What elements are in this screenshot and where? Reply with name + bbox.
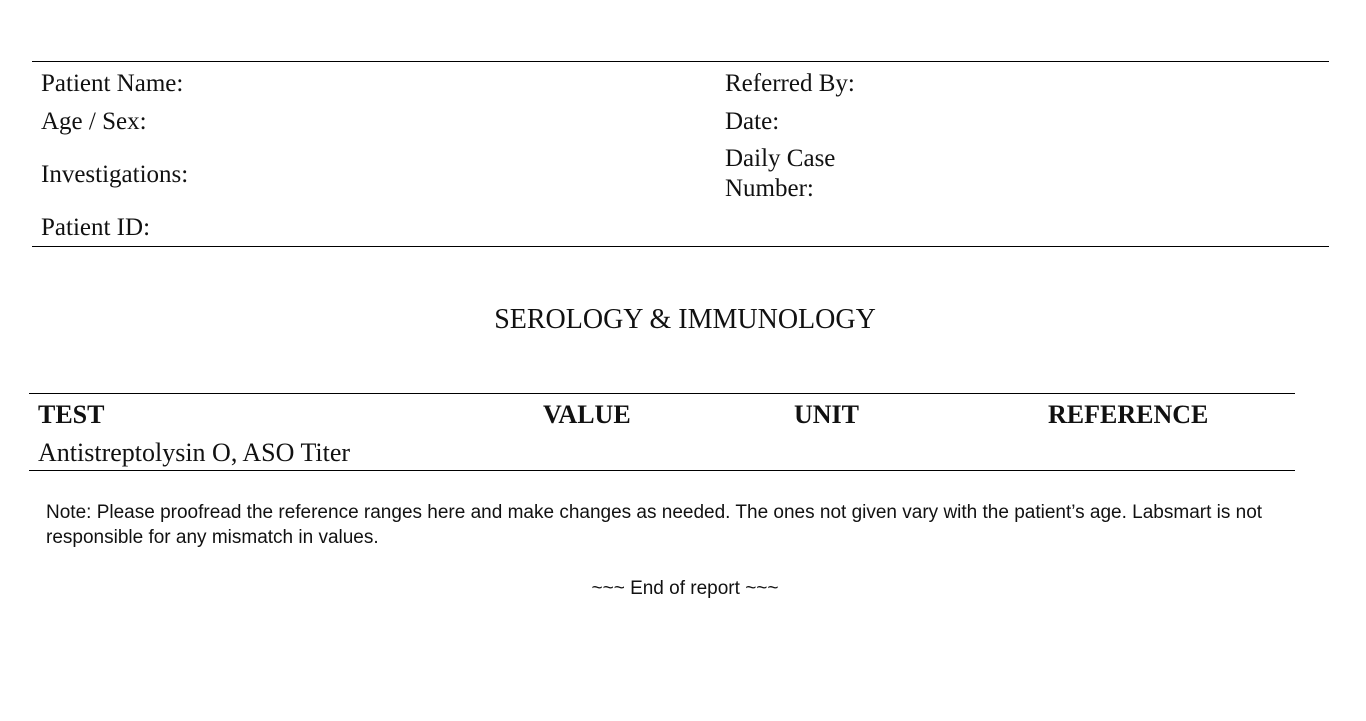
patient-info-block — [32, 61, 1329, 247]
patient-id-label: Patient ID: — [41, 214, 151, 241]
age-sex-label: Age / Sex: — [41, 108, 147, 135]
end-of-report: ~~~ End of report ~~~ — [591, 578, 779, 599]
column-header-value: VALUE — [543, 400, 631, 429]
section-title: SEROLOGY & IMMUNOLOGY — [494, 304, 876, 335]
column-header-reference: REFERENCE — [1048, 400, 1209, 429]
patient-name-label: Patient Name: — [41, 70, 184, 97]
column-header-test: TEST — [38, 400, 105, 429]
date-label: Date: — [725, 108, 780, 135]
results-table — [29, 393, 1295, 471]
column-header-unit: UNIT — [794, 400, 860, 429]
disclaimer-note: Note: Please proofread the reference ranges here and make changes as needed. The ones not given vary with the patient’s age. Labsmart is not responsible for any mismatch in values. — [46, 502, 1263, 548]
daily-case-number-label: Daily Case Number: — [725, 145, 836, 202]
investigations-label: Investigations: — [41, 161, 189, 188]
test-name-cell: Antistreptolysin O, ASO Titer — [38, 438, 351, 467]
referred-by-label: Referred By: — [725, 70, 855, 97]
